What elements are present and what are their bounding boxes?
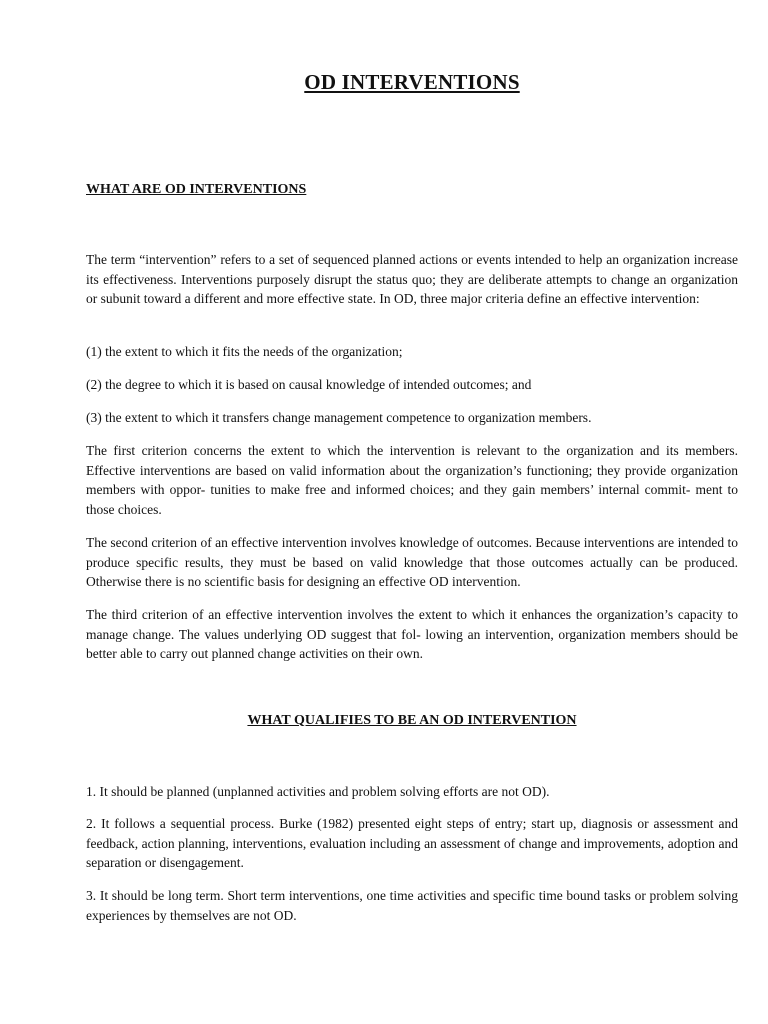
section-heading-what-are: WHAT ARE OD INTERVENTIONS: [86, 182, 307, 197]
paragraph-second-criterion: The second criterion of an effective intervention involves knowledge of outcomes. Because interventions are intended to produce specific results, they must be based on valid knowledge that those outcomes actually can be produced. Otherwise there is no scientific basis for designing an effective OD intervention.: [86, 535, 738, 589]
criterion-3: (3) the extent to which it transfers change management competence to organization members.: [86, 410, 592, 425]
intro-paragraph: The term “intervention” refers to a set of sequenced planned actions or events intended to help an organization increase its effectiveness. Interventions purposely disrupt the status quo; they are deliberate attempts to change an organization or subunit toward a different and more effective state. In OD, three major criteria define an effective intervention:: [86, 252, 738, 306]
section-heading-what-qualifies: WHAT QUALIFIES TO BE AN OD INTERVENTION: [247, 713, 577, 728]
qualifier-item-1: 1. It should be planned (unplanned activities and problem solving efforts are not OD).: [86, 784, 550, 799]
qualifier-item-2: 2. It follows a sequential process. Burke (1982) presented eight steps of entry; start up, diagnosis or assessment and feedback, action planning, interventions, evaluation including an assessment of change and improvements, adoption and separation or disengagement.: [86, 816, 738, 870]
criterion-2: (2) the degree to which it is based on causal knowledge of intended outcomes; and: [86, 377, 532, 392]
qualifier-item-3: 3. It should be long term. Short term interventions, one time activities and specific time bound tasks or problem solving experiences by themselves are not OD.: [86, 888, 738, 923]
paragraph-first-criterion: The first criterion concerns the extent to which the intervention is relevant to the organization and its members. Effective interventions are based on valid information about the organization’s functioning; they provide organization members with oppor- tunities to make free and informed choices; and they gain members’ internal commit- ment to those choices.: [86, 443, 738, 517]
page-title: OD INTERVENTIONS: [304, 70, 520, 94]
criterion-1: (1) the extent to which it fits the needs of the organization;: [86, 344, 403, 359]
paragraph-third-criterion: The third criterion of an effective intervention involves the extent to which it enhances the organization’s capacity to manage change. The values underlying OD suggest that fol- lowing an intervention, organization members should be better able to carry out planned change activities on their own.: [86, 607, 738, 661]
